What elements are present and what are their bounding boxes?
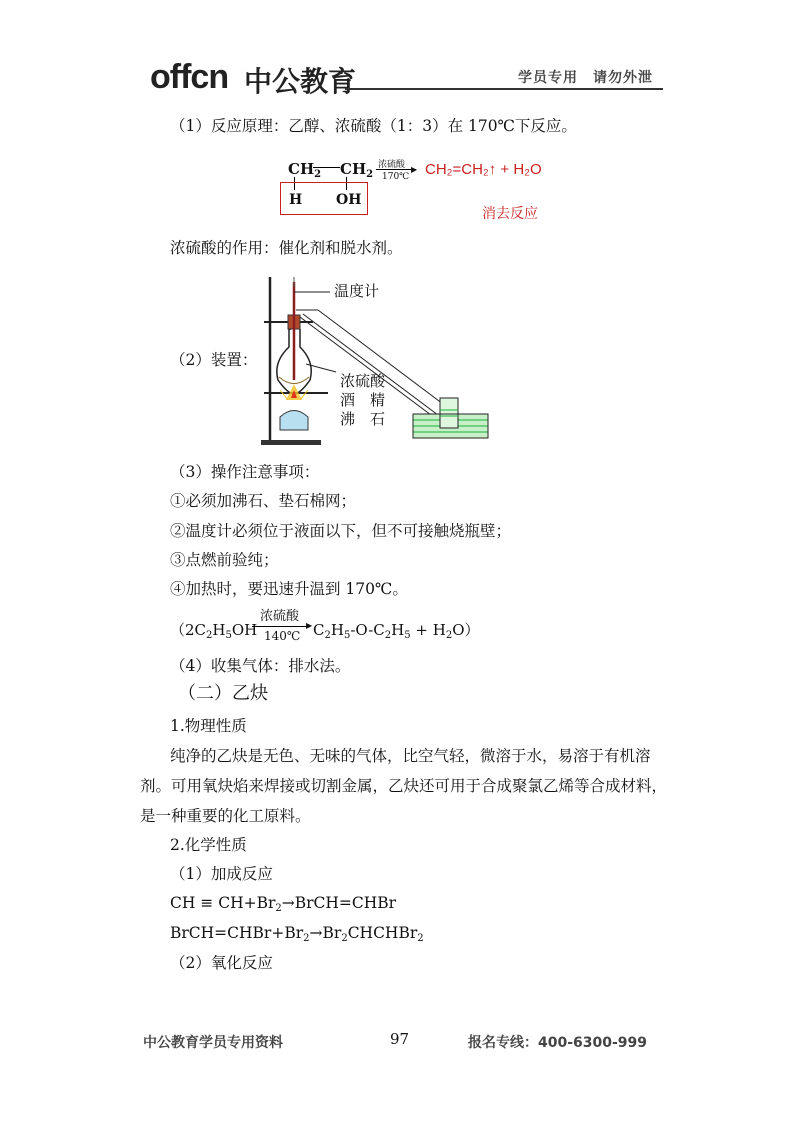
side-catalyst: 浓硫酸 bbox=[260, 609, 300, 624]
note-2: ②温度计必须位于液面以下，但不可接触烧瓶壁； bbox=[170, 522, 512, 540]
addition-title: （1）加成反应 bbox=[170, 865, 273, 883]
bond-line bbox=[313, 167, 340, 168]
phys-line-2: 剂。可用氧炔焰来焊接或切割金属，乙炔还可用于合成聚氯乙烯等合成材料， bbox=[140, 777, 668, 795]
arrow-head: ▶ bbox=[411, 165, 418, 174]
alcohol-lamp bbox=[280, 411, 308, 431]
reaction-principle: （1）反应原理：乙醇、浓硫酸（1：3）在 170℃下反应。 bbox=[170, 117, 577, 135]
label-stone: 沸 石 bbox=[340, 410, 386, 428]
note-1: ①必须加沸石、垫石棉网； bbox=[170, 492, 357, 510]
reactant-ch2-right: $CH_2$ bbox=[340, 160, 374, 180]
equation-2: $BrCH=CHBr+Br_2\to Br_2CHCHBr_2$ bbox=[170, 924, 424, 944]
header-note: 学员专用 请勿外泄 bbox=[518, 70, 653, 86]
brand-name: 中公教育 bbox=[244, 65, 357, 98]
side-product: $C_2H_5-O-C_2H_5 + H_2O$） bbox=[313, 621, 480, 641]
side-reaction bbox=[170, 605, 500, 645]
note-4: ④加热时，要迅速升温到 170℃。 bbox=[170, 580, 408, 598]
catalyst-label: 浓硫酸 bbox=[378, 160, 406, 170]
footer-note: 中公教育学员专用资料 bbox=[143, 1035, 283, 1051]
atom-h: H bbox=[289, 192, 303, 208]
label-thermometer: 温度计 bbox=[334, 282, 380, 300]
collect-method: （4）收集气体：排水法。 bbox=[170, 657, 351, 675]
notes-title: （3）操作注意事项： bbox=[170, 463, 320, 481]
equation-1: CH ≡ $CH+Br_2\to BrCH=CHBr$ bbox=[170, 894, 397, 914]
side-arrow bbox=[252, 626, 310, 627]
reaction-arrow bbox=[376, 169, 416, 170]
reaction-equation bbox=[280, 155, 580, 225]
label-alcohol: 酒 精 bbox=[340, 391, 386, 409]
phys-line-1: 纯净的乙炔是无色、无味的气体，比空气轻，微溶于水，易溶于有机溶 bbox=[170, 747, 651, 765]
section-heading: （二）乙炔 bbox=[178, 683, 268, 704]
oxidation-title: （2）氧化反应 bbox=[170, 954, 273, 972]
note-3: ③点燃前验纯； bbox=[170, 551, 279, 569]
reactant-ch2-left: $CH_2$ bbox=[288, 160, 322, 180]
side-temperature: 140℃ bbox=[264, 629, 301, 643]
collection-tube bbox=[440, 398, 458, 428]
brand-logo: offcn bbox=[150, 58, 229, 96]
acid-role: 浓硫酸的作用：催化剂和脱水剂。 bbox=[170, 239, 403, 257]
side-reactant: （$2C_2H_5OH$ bbox=[170, 621, 258, 641]
reaction-type: 消去反应 bbox=[482, 206, 538, 222]
phys-line-3: 是一种重要的化工原料。 bbox=[140, 807, 311, 825]
label-acid: 浓硫酸 bbox=[340, 372, 386, 390]
product: CH₂=CH₂↑ + H₂O bbox=[425, 161, 542, 178]
footer-hotline: 报名专线：400-6300-999 bbox=[468, 1035, 648, 1051]
temperature-label: 170℃ bbox=[382, 172, 410, 182]
stand-base bbox=[261, 440, 321, 445]
header-rule bbox=[345, 88, 663, 90]
page-number: 97 bbox=[390, 1030, 410, 1048]
side-arrow-head: ▶ bbox=[306, 621, 313, 630]
group-oh: OH bbox=[336, 192, 362, 208]
chem-title: 2.化学性质 bbox=[170, 836, 247, 854]
apparatus-label: （2）装置： bbox=[170, 351, 258, 369]
phys-title: 1.物理性质 bbox=[170, 717, 247, 735]
